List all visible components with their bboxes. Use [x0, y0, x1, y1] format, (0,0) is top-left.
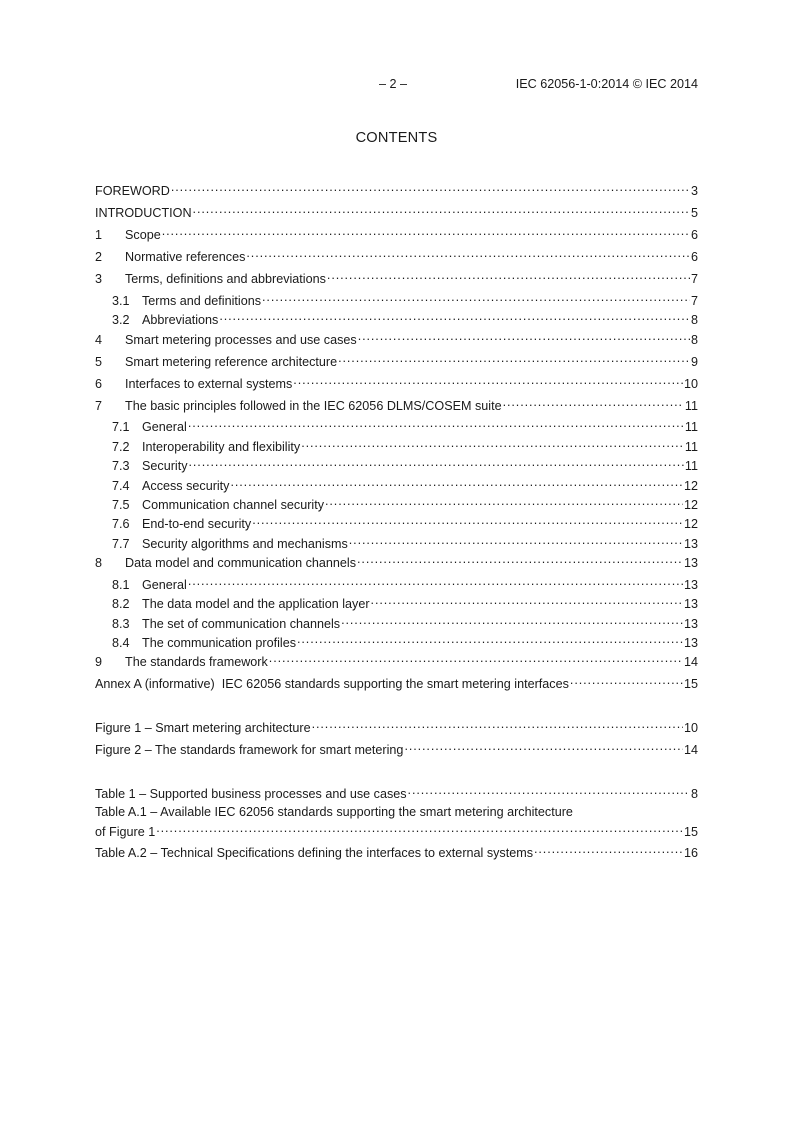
leader-dots: [312, 716, 683, 732]
table-page: 15: [683, 825, 698, 839]
toc-entry-3-1[interactable]: [95, 289, 698, 308]
document-reference: IEC 62056-1-0:2014 © IEC 2014: [515, 77, 698, 91]
leader-dots: [534, 841, 683, 857]
toc-label: General: [142, 578, 187, 592]
toc-label: Security: [142, 459, 188, 473]
leader-dots: [162, 223, 690, 239]
toc-entry-7-3[interactable]: [95, 454, 698, 473]
toc-number: 3: [95, 272, 103, 286]
toc-entry-1[interactable]: [95, 223, 698, 242]
leader-dots: [325, 493, 683, 509]
toc-number: 7.6: [112, 517, 130, 531]
figure-entry-2[interactable]: [95, 738, 698, 757]
toc-page: 11: [684, 420, 698, 434]
table-entry-a1[interactable]: [95, 804, 698, 839]
toc-entry-7-4[interactable]: [95, 474, 698, 493]
leader-dots: [293, 372, 683, 388]
leader-dots: [189, 454, 684, 470]
toc-number: 8.1: [112, 578, 130, 592]
toc-label: The data model and the application layer: [142, 597, 370, 611]
toc-page: 13: [683, 617, 698, 631]
toc-page: 6: [690, 250, 698, 264]
toc-entry-7-2[interactable]: [95, 435, 698, 454]
toc-page: 11: [684, 440, 698, 454]
toc-page: 14: [683, 655, 698, 669]
toc-page: 8: [690, 313, 698, 327]
leader-dots: [327, 267, 690, 283]
leader-dots: [193, 201, 690, 217]
toc-number: 3.1: [112, 294, 130, 308]
leader-dots: [219, 308, 690, 324]
toc-label: Access security: [142, 479, 230, 493]
leader-dots: [349, 532, 683, 548]
toc-number: 7.2: [112, 440, 130, 454]
toc-label: The basic principles followed in the IEC 62056 DLMS/COSEM suite: [125, 399, 502, 413]
toc-entry-3[interactable]: [95, 267, 698, 286]
toc-page: 9: [690, 355, 698, 369]
figure-page: 10: [683, 721, 698, 735]
table-page: 8: [690, 787, 698, 801]
table-entry-1[interactable]: [95, 782, 698, 801]
toc-entry-6[interactable]: [95, 372, 698, 391]
figure-entry-1[interactable]: [95, 716, 698, 735]
leader-dots: [408, 782, 690, 798]
toc-page: 11: [684, 459, 698, 473]
toc-page: 13: [683, 556, 698, 570]
toc-label: End-to-end security: [142, 517, 252, 531]
toc-label: Terms and definitions: [142, 294, 262, 308]
toc-label: The standards framework: [125, 655, 268, 669]
toc-page: 12: [683, 517, 698, 531]
page-number: – 2 –: [379, 77, 408, 91]
toc-entry-7-1[interactable]: [95, 415, 698, 434]
toc-entry-3-2[interactable]: [95, 308, 698, 327]
toc-number: 1: [95, 228, 103, 242]
toc-page: 13: [683, 597, 698, 611]
toc-number: 7.1: [112, 420, 130, 434]
toc-page: 13: [683, 537, 698, 551]
toc-entry-8-3[interactable]: [95, 612, 698, 631]
leader-dots: [188, 573, 683, 589]
toc-entry-2[interactable]: [95, 245, 698, 264]
toc-entry-introduction[interactable]: [95, 201, 698, 220]
table-entry-a2[interactable]: [95, 841, 698, 860]
toc-number: 8: [95, 556, 103, 570]
toc-number: 7.7: [112, 537, 130, 551]
figure-label: Figure 2 – The standards framework for smart metering: [95, 743, 404, 757]
toc-number: 7.5: [112, 498, 130, 512]
leader-dots: [262, 289, 690, 305]
toc-number: 7.3: [112, 459, 130, 473]
leader-dots: [357, 551, 683, 567]
toc-entry-8-4[interactable]: [95, 631, 698, 650]
toc-label: Terms, definitions and abbreviations: [125, 272, 326, 286]
leader-dots: [171, 179, 690, 195]
toc-label: Scope: [125, 228, 161, 242]
toc-page: 13: [683, 578, 698, 592]
leader-dots: [404, 738, 683, 754]
table-label: Table A.2 – Technical Specifications defining the interfaces to external systems: [95, 846, 533, 860]
toc-label: Normative references: [125, 250, 246, 264]
toc-label: Abbreviations: [142, 313, 219, 327]
toc-page: 13: [683, 636, 698, 650]
toc-label: The communication profiles: [142, 636, 296, 650]
toc-page: 11: [684, 399, 698, 413]
leader-dots: [246, 245, 690, 261]
table-label: Table A.1 – Available IEC 62056 standards supporting the smart metering architecture: [95, 805, 573, 819]
toc-number: 7.4: [112, 479, 130, 493]
table-label-continued: of Figure 1: [95, 825, 156, 839]
toc-number: 8.4: [112, 636, 130, 650]
toc-page: 12: [683, 479, 698, 493]
leader-dots: [230, 474, 683, 490]
leader-dots: [371, 592, 683, 608]
leader-dots: [269, 650, 683, 666]
toc-number: 4: [95, 333, 103, 347]
toc-label: Interfaces to external systems: [125, 377, 293, 391]
toc-entry-4[interactable]: [95, 328, 698, 347]
toc-page: 3: [690, 184, 698, 198]
toc-label: INTRODUCTION: [95, 206, 192, 220]
toc-label: General: [142, 420, 187, 434]
figure-page: 14: [683, 743, 698, 757]
toc-number: 8.3: [112, 617, 130, 631]
leader-dots: [358, 328, 690, 344]
toc-page: 15: [683, 677, 698, 691]
leader-dots: [338, 350, 690, 366]
toc-label: Security algorithms and mechanisms: [142, 537, 348, 551]
toc-page: 6: [690, 228, 698, 242]
leader-dots: [188, 415, 684, 431]
toc-entry-7-7[interactable]: [95, 532, 698, 551]
toc-page: 12: [683, 498, 698, 512]
toc-entry-8-1[interactable]: [95, 573, 698, 592]
figure-label: Figure 1 – Smart metering architecture: [95, 721, 311, 735]
toc-entry-annex-a[interactable]: [95, 672, 698, 691]
leader-dots: [297, 631, 683, 647]
toc-label: Communication channel security: [142, 498, 324, 512]
contents-title: CONTENTS: [355, 130, 438, 146]
leader-dots: [570, 672, 683, 688]
leader-dots: [252, 512, 683, 528]
toc-label: The set of communication channels: [142, 617, 341, 631]
toc-label: Annex A (informative) IEC 62056 standards supporting the smart metering interfaces: [95, 677, 569, 691]
toc-entry-7[interactable]: [95, 394, 698, 413]
toc-entry-8[interactable]: [95, 551, 698, 570]
toc-label: Smart metering reference architecture: [125, 355, 338, 369]
toc-label: FOREWORD: [95, 184, 170, 198]
toc-entry-8-2[interactable]: [95, 592, 698, 611]
toc-page: 8: [690, 333, 698, 347]
toc-entry-7-6[interactable]: [95, 512, 698, 531]
toc-entry-5[interactable]: [95, 350, 698, 369]
toc-page: 7: [690, 272, 698, 286]
table-label: Table 1 – Supported business processes and use cases: [95, 787, 407, 801]
toc-number: 8.2: [112, 597, 130, 611]
toc-entry-foreword[interactable]: [95, 179, 698, 198]
leader-dots: [301, 435, 684, 451]
toc-number: 5: [95, 355, 103, 369]
toc-entry-9[interactable]: [95, 650, 698, 669]
toc-page: 5: [690, 206, 698, 220]
toc-page: 7: [690, 294, 698, 308]
toc-label: Data model and communication channels: [125, 556, 357, 570]
leader-dots: [341, 612, 683, 628]
toc-number: 7: [95, 399, 103, 413]
leader-dots: [156, 820, 683, 836]
toc-entry-7-5[interactable]: [95, 493, 698, 512]
table-page: 16: [683, 846, 698, 860]
toc-number: 2: [95, 250, 103, 264]
toc-page: 10: [683, 377, 698, 391]
toc-label: Smart metering processes and use cases: [125, 333, 357, 347]
toc-number: 3.2: [112, 313, 130, 327]
page-header: [0, 77, 793, 93]
toc-number: 9: [95, 655, 103, 669]
toc-label: Interoperability and flexibility: [142, 440, 301, 454]
toc-number: 6: [95, 377, 103, 391]
leader-dots: [503, 394, 684, 410]
